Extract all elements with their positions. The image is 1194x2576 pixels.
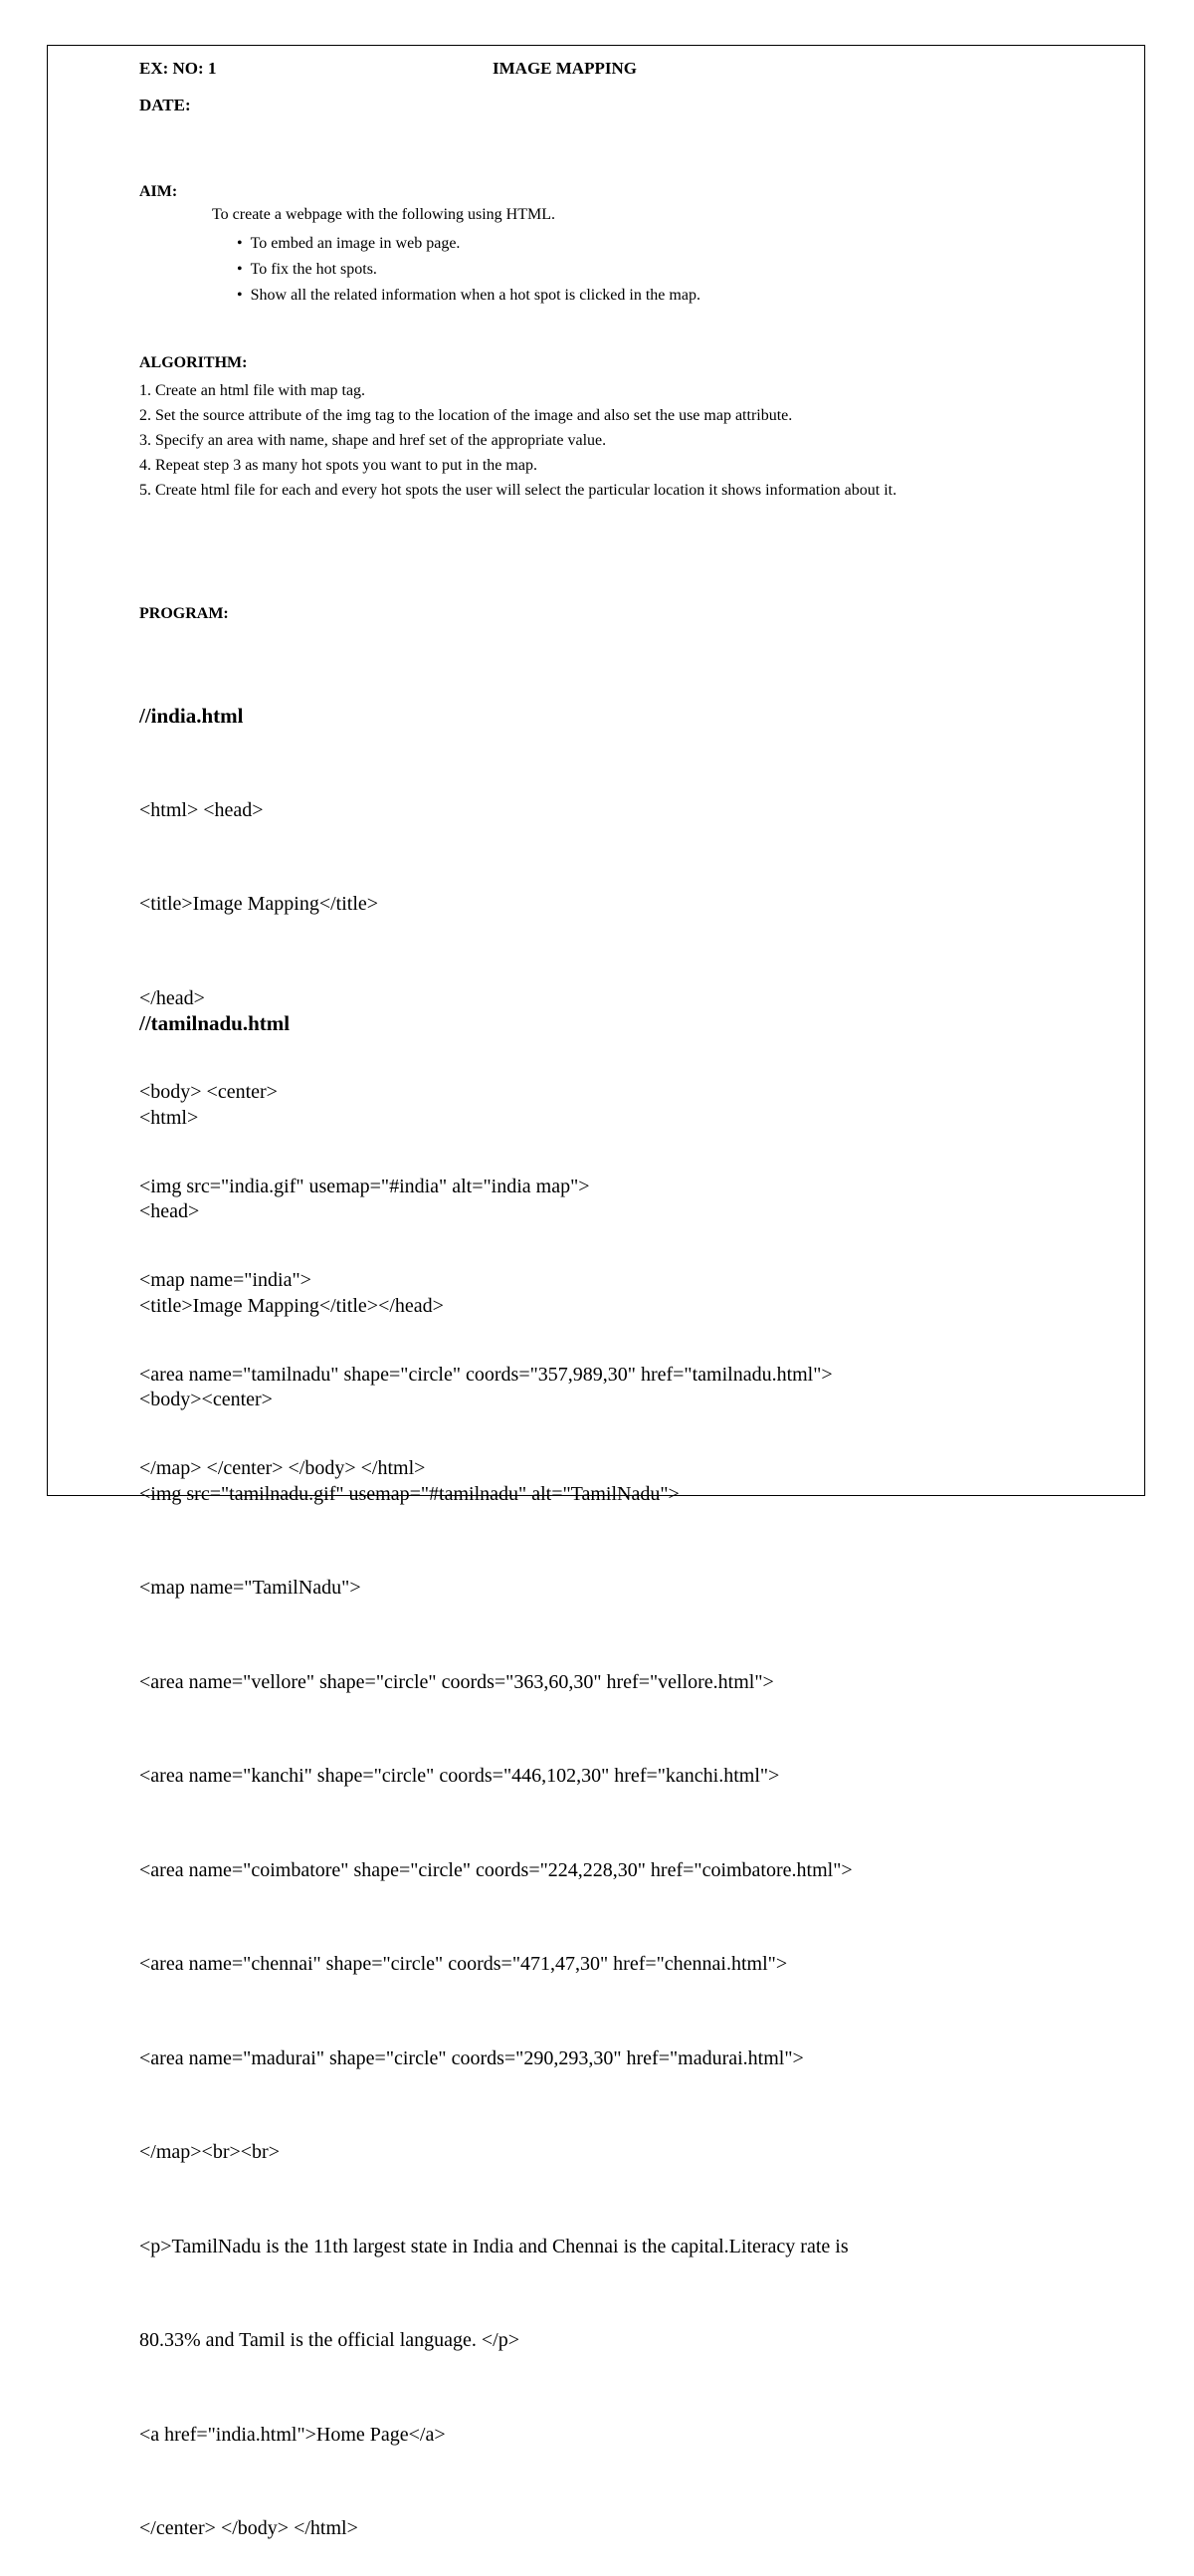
aim-bullet-list bbox=[237, 231, 700, 309]
code-line: <area name="coimbatore" shape="circle" coords="224,228,30" href="coimbatore.html"> bbox=[139, 1858, 853, 1881]
code-line: <body><center> bbox=[139, 1389, 273, 1410]
algorithm-step: 4. Repeat step 3 as many hot spots you want to put in the map. bbox=[139, 457, 537, 474]
code-line: <title>Image Mapping</title> bbox=[139, 893, 379, 915]
algorithm-step: 2. Set the source attribute of the img tag to the location of the image and also set the use map attribute. bbox=[139, 407, 793, 424]
code-line: <area name="kanchi" shape="circle" coords="446,102,30" href="kanchi.html"> bbox=[139, 1765, 780, 1787]
code-line: <map name="india"> bbox=[139, 1269, 311, 1291]
code-line: <area name="madurai" shape="circle" coords="290,293,30" href="madurai.html"> bbox=[139, 2046, 804, 2069]
program-heading: PROGRAM: bbox=[139, 605, 229, 622]
code-line: <body> <center> bbox=[139, 1081, 278, 1103]
code-line: <img src="tamilnadu.gif" usemap="#tamilnadu" alt="TamilNadu"> bbox=[139, 1482, 680, 1505]
code-line: <html> bbox=[139, 1106, 199, 1129]
code-line: <area name="chennai" shape="circle" coords="471,47,30" href="chennai.html"> bbox=[139, 1953, 788, 1975]
algorithm-step: 1. Create an html file with map tag. bbox=[139, 382, 366, 399]
algorithm-steps bbox=[139, 378, 1055, 503]
aim-bullet: • To embed an image in web page. bbox=[237, 231, 700, 257]
code-line: </center> </body> </html> bbox=[139, 2517, 358, 2539]
exercise-number: EX: NO: 1 bbox=[139, 59, 217, 78]
code-block-tamilnadu bbox=[139, 946, 1055, 2576]
code-line: <img src="india.gif" usemap="#india" alt="india map"> bbox=[139, 1175, 590, 1197]
aim-bullet: • Show all the related information when a hot spot is clicked in the map. bbox=[237, 283, 700, 309]
code-line: <head> bbox=[139, 1200, 200, 1222]
code-file-name: //india.html bbox=[139, 704, 244, 728]
code-line: </map><br><br> bbox=[139, 2141, 280, 2163]
algorithm-heading: ALGORITHM: bbox=[139, 354, 248, 371]
code-line: 80.33% and Tamil is the official language. </p> bbox=[139, 2329, 520, 2351]
code-line: </map> </center> </body> </html> bbox=[139, 1457, 426, 1479]
algorithm-step: 3. Specify an area with name, shape and href set of the appropriate value. bbox=[139, 432, 607, 449]
date-label: DATE: bbox=[139, 96, 191, 114]
code-file-name: //tamilnadu.html bbox=[139, 1011, 291, 1035]
code-line: <a href="india.html">Home Page</a> bbox=[139, 2423, 446, 2446]
code-line: <p>TamilNadu is the 11th largest state in India and Chennai is the capital.Literacy rate is bbox=[139, 2235, 849, 2257]
code-line: <html> <head> bbox=[139, 798, 264, 821]
aim-intro: To create a webpage with the following using HTML. bbox=[212, 206, 556, 223]
code-line: <title>Image Mapping</title></head> bbox=[139, 1294, 444, 1317]
code-line: <map name="TamilNadu"> bbox=[139, 1577, 361, 1599]
algorithm-step: 5. Create html file for each and every hot spots the user will select the particular location it shows information about it. bbox=[139, 482, 897, 499]
document-title: IMAGE MAPPING bbox=[493, 59, 637, 78]
aim-bullet: • To fix the hot spots. bbox=[237, 257, 700, 283]
code-line: </head> bbox=[139, 986, 205, 1009]
code-line: <area name="tamilnadu" shape="circle" coords="357,989,30" href="tamilnadu.html"> bbox=[139, 1363, 833, 1386]
aim-heading: AIM: bbox=[139, 183, 178, 200]
code-line: <area name="vellore" shape="circle" coords="363,60,30" href="vellore.html"> bbox=[139, 1670, 774, 1693]
